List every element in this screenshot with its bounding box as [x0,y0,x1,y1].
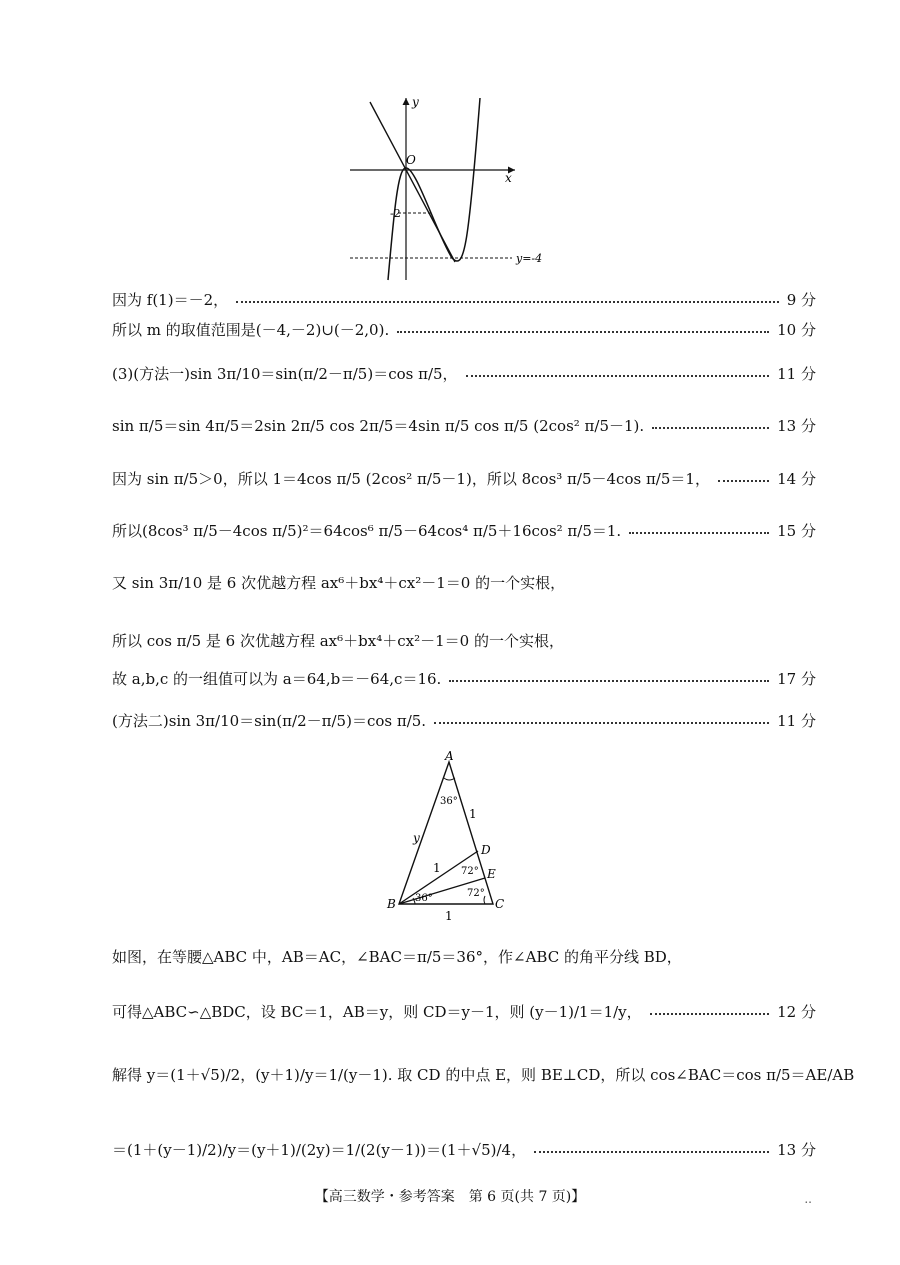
origin-label: O [406,153,416,167]
plain-line-2: 所以 cos π/5 是 6 次优越方程 ax⁶＋bx⁴＋cx²－1＝0 的一个实根， [112,632,564,650]
tick-minus-two: -2 [390,207,401,220]
line-6: 所以(8cos³ π/5－4cos π/5)²＝64cos⁶ π/5－64cos⁴ π/5＋16cos² π/5＝1. 15 分 [112,521,816,540]
line-2: 所以 m 的取值范围是(－4,－2)∪(－2,0). 10 分 [112,320,816,339]
corner-mark: .. [804,1192,812,1206]
side-bc-label: 1 [445,909,453,923]
x-axis-label: x [505,171,512,185]
label-c: C [495,897,505,911]
plain-line-3: 如图，在等腰△ABC 中，AB＝AC，∠BAC＝π/5＝36°，作∠ABC 的角平分线 BD， [112,948,682,966]
function-graph [340,92,560,287]
side-bd-label: 1 [433,861,441,875]
angle-d-label: 72° [461,866,479,877]
cubic-curve [388,98,480,280]
angle-c-label: 72° [467,888,485,899]
label-d: D [481,843,491,857]
line-1: 因为 f(1)＝－2， 9 分 [112,290,816,309]
line-9: 可得△ABC∽△BDC，设 BC＝1，AB＝y，则 CD＝y－1，则 (y－1)/1＝1/y， 12 分 [112,1002,816,1021]
label-e: E [487,867,496,881]
angle-b-label: 36° [415,893,433,904]
plain-line-1: 又 sin 3π/10 是 6 次优越方程 ax⁶＋bx⁴＋cx²－1＝0 的一个实根， [112,574,566,592]
line-8: (方法二)sin 3π/10＝sin(π/2－π/5)＝cos π/5. 11 分 [112,711,816,730]
side-ab-label: y [413,831,420,845]
label-b: B [387,897,396,911]
line-10: ＝(1＋(y－1)/2)/y＝(y＋1)/(2y)＝1/(2(y－1))＝(1＋√5)/4， 13 分 [112,1140,816,1159]
line-5: 因为 sin π/5＞0，所以 1＝4cos π/5 (2cos² π/5－1)，所以 8cos³ π/5－4cos π/5＝1， 14 分 [112,469,816,488]
y-axis-label: y [412,95,419,109]
triangle-figure [385,748,515,923]
line-7: 故 a,b,c 的一组值可以为 a＝64,b＝－64,c＝16. 17 分 [112,669,816,688]
page-footer: 【高三数学・参考答案 第 6 页(共 7 页)】 [314,1189,586,1205]
label-a: A [445,749,454,763]
angle-a-label: 36° [440,796,458,807]
plain-line-4: 解得 y＝(1＋√5)/2，(y＋1)/y＝1/(y－1). 取 CD 的中点 E，则 BE⊥CD，所以 cos∠BAC＝cos π/5＝AE/AB [112,1066,855,1084]
side-ad-label: 1 [469,807,477,821]
line-3: (3)(方法一)sin 3π/10＝sin(π/2－π/5)＝cos π/5， 11 分 [112,364,816,383]
line-y-minus-four-label: y=-4 [516,252,543,265]
line-4: sin π/5＝sin 4π/5＝2sin 2π/5 cos 2π/5＝4sin π/5 cos π/5 (2cos² π/5－1). 13 分 [112,416,816,435]
